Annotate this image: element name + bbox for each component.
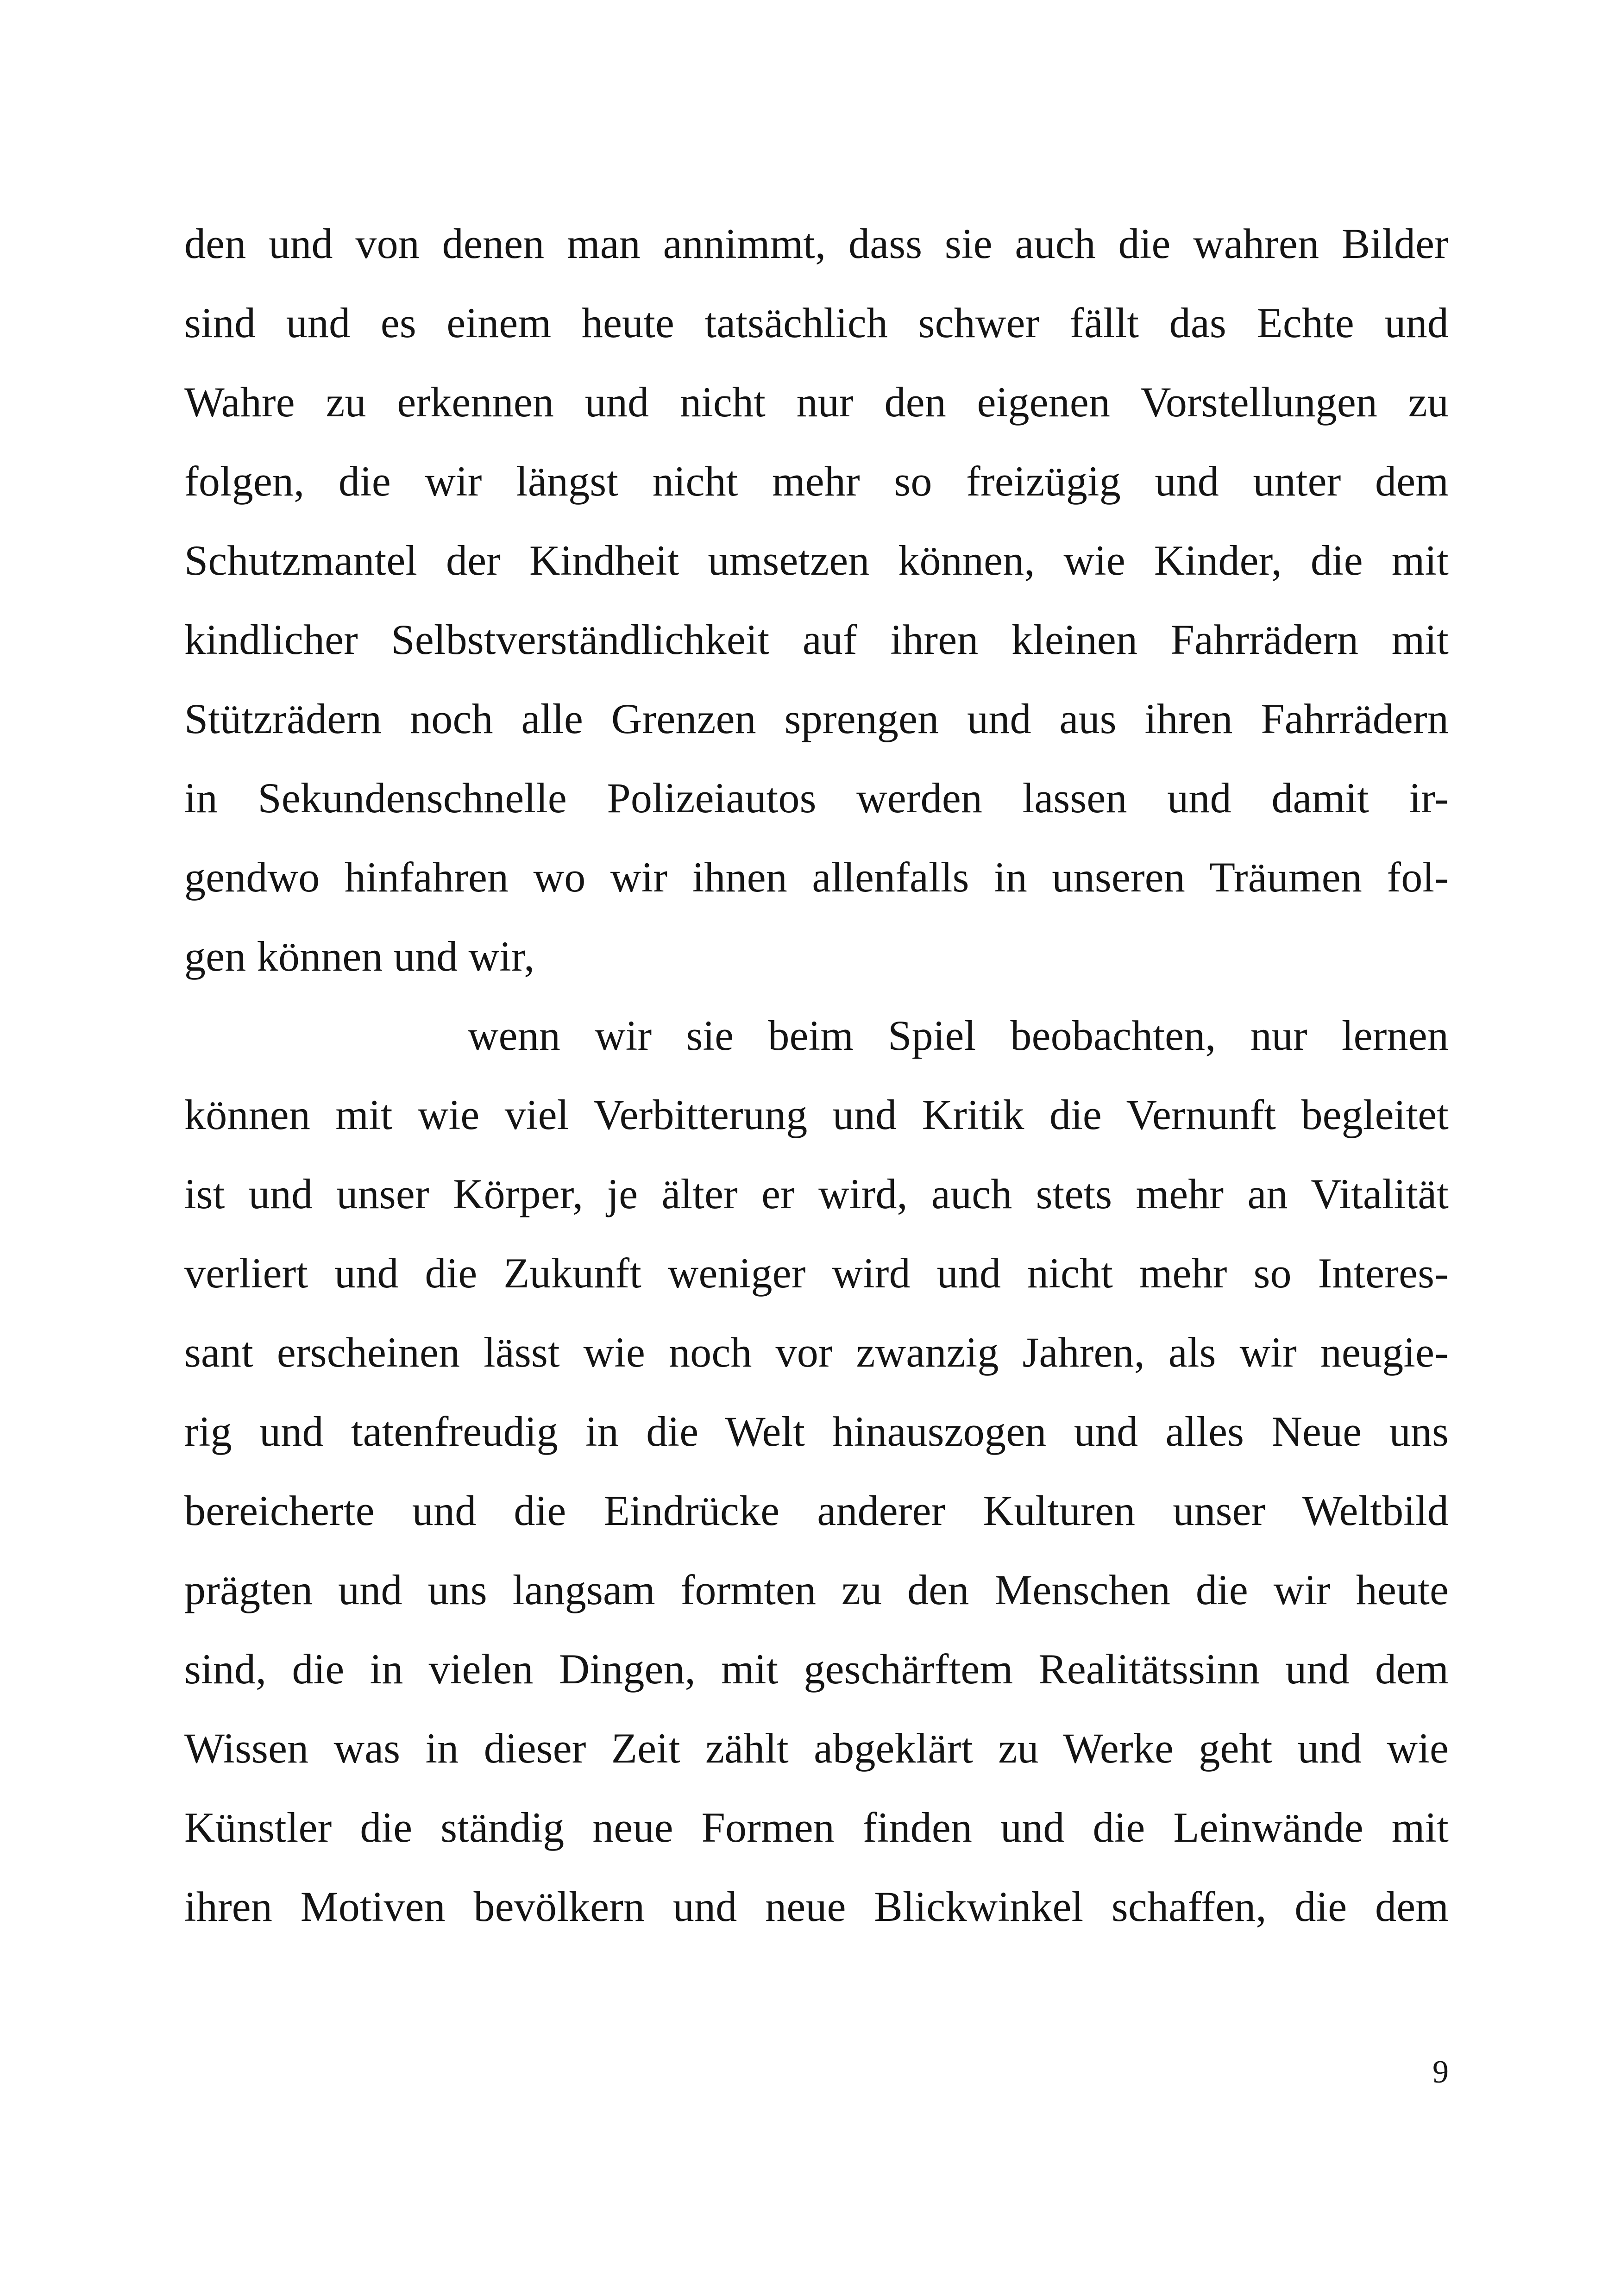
text-line: sind und es einem heute tatsächlich schwer fällt das Echte und (184, 299, 1449, 346)
text-line: können mit wie viel Verbitterung und Kritik die Vernunft begleitet (184, 1091, 1449, 1138)
text-line: in Sekundenschnelle Polizeiautos werden lassen und damit ir- (184, 774, 1449, 822)
text-line: Schutzmantel der Kindheit umsetzen können, wie Kinder, die mit (184, 537, 1449, 584)
text-line: den und von denen man annimmt, dass sie auch die wahren Bilder (184, 220, 1449, 267)
text-line: rig und tatenfreudig in die Welt hinauszogen und alles Neue uns (184, 1408, 1449, 1455)
text-line: wenn wir sie beim Spiel beobachten, nur lernen (468, 1012, 1449, 1059)
text-line: verliert und die Zukunft weniger wird und nicht mehr so Interes- (184, 1249, 1449, 1297)
text-line: ist und unser Körper, je älter er wird, auch stets mehr an Vitalität (184, 1170, 1449, 1217)
text-line: gendwo hinfahren wo wir ihnen allenfalls in unseren Träumen fol- (184, 853, 1449, 901)
text-line: Künstler die ständig neue Formen finden und die Leinwände mit (184, 1804, 1449, 1851)
paragraph (184, 204, 1449, 996)
page-number: 9 (1433, 2054, 1449, 2090)
text-line: prägten und uns langsam formten zu den Menschen die wir heute (184, 1566, 1449, 1613)
paragraph (184, 996, 1449, 1946)
text-line: Wahre zu erkennen und nicht nur den eigenen Vorstellungen zu (184, 378, 1449, 426)
text-line: ihren Motiven bevölkern und neue Blickwinkel schaffen, die dem (184, 1883, 1449, 1930)
text-line: sind, die in vielen Dingen, mit geschärftem Realitätssinn und dem (184, 1645, 1449, 1693)
text-line: bereicherte und die Eindrücke anderer Kulturen unser Weltbild (184, 1487, 1449, 1534)
text-line: Wissen was in dieser Zeit zählt abgeklärt zu Werke geht und wie (184, 1725, 1449, 1772)
text-line: Stützrädern noch alle Grenzen sprengen und aus ihren Fahrrädern (184, 695, 1449, 742)
body-text (184, 204, 1449, 1946)
text-line: gen können und wir, (184, 933, 535, 980)
text-line: sant erscheinen lässt wie noch vor zwanzig Jahren, als wir neugie- (184, 1329, 1449, 1376)
text-line: kindlicher Selbstverständlichkeit auf ihren kleinen Fahrrädern mit (184, 616, 1449, 663)
text-line: folgen, die wir längst nicht mehr so freizügig und unter dem (184, 458, 1449, 505)
